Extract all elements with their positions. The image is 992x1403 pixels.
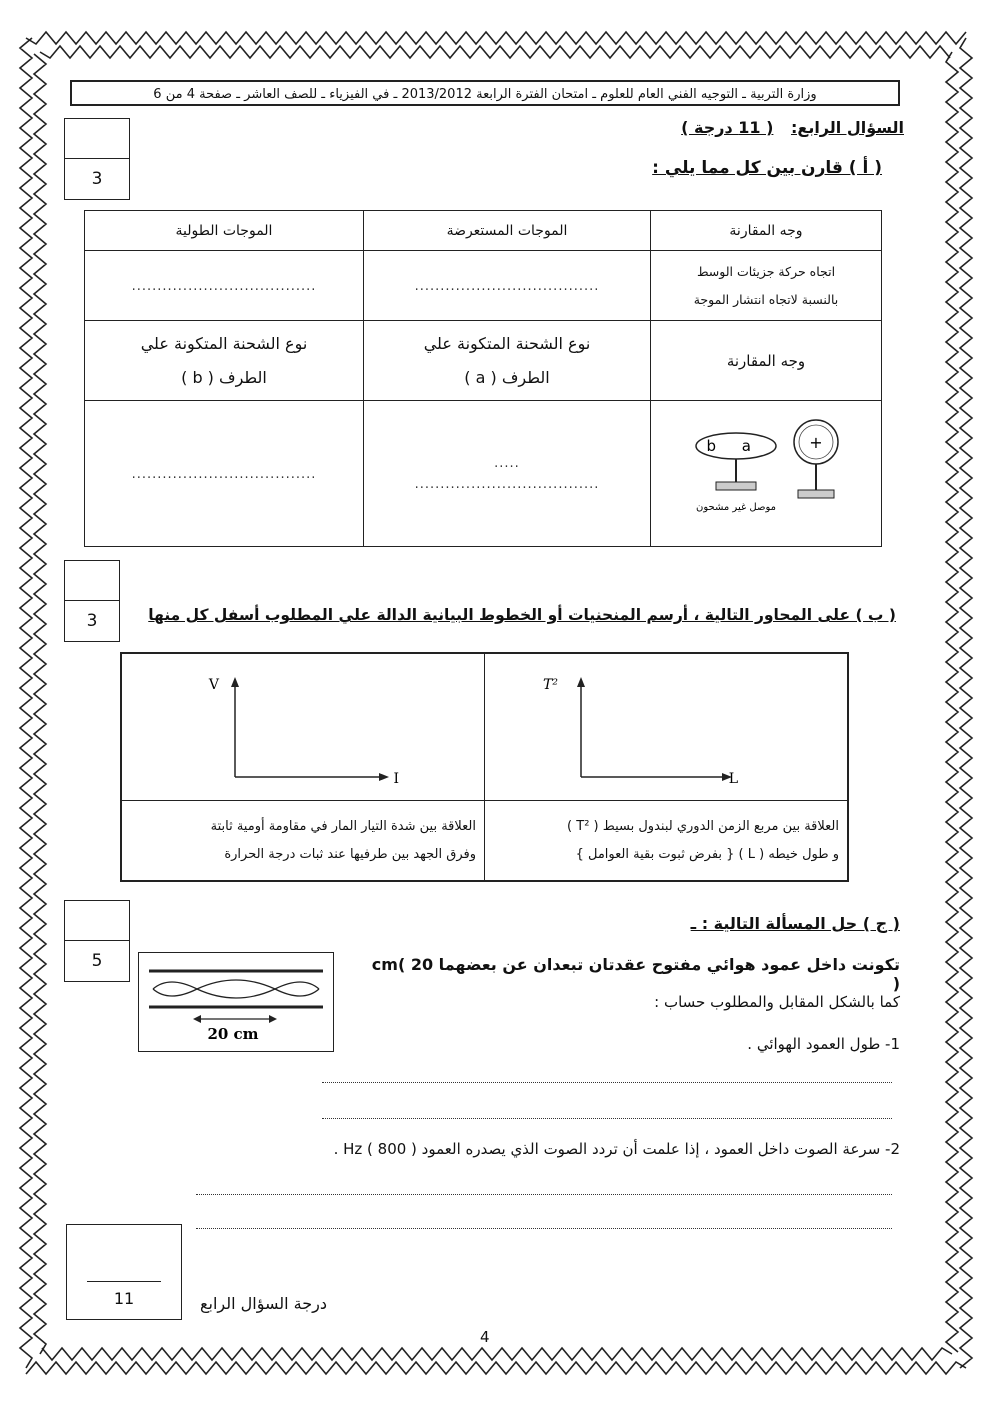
q2-answer-line-2[interactable] <box>196 1228 892 1229</box>
figure-caption: موصل غير مشحون <box>696 501 776 513</box>
col-header-aspect: وجه المقارنة <box>651 211 882 251</box>
terminal-b-label: b <box>706 436 716 455</box>
q1-answer-line-2[interactable] <box>322 1118 892 1119</box>
conductor-figure <box>666 412 866 532</box>
graph-V-vs-I[interactable] <box>123 655 483 795</box>
graph-right-description: العلاقة بين مربع الزمن الدوري لبندول بسيط ( T² ) و طول خيطه ( L ) { بفرض ثبوت بقية العوامل } <box>485 801 849 882</box>
question-heading <box>681 118 904 137</box>
graph-right-cell[interactable] <box>485 653 849 801</box>
part-c-title: ( ج ) حل المسألة التالية : ـ <box>690 914 900 933</box>
graph-left-y-label: V <box>208 677 219 693</box>
question-title: السؤال الرابع: <box>790 118 904 137</box>
row2-terminal-b: نوع الشحنة المتكونة علي الطرف ( b ) <box>85 321 364 401</box>
row1-longitudinal-answer[interactable]: .................................... <box>85 251 364 321</box>
total-score-box <box>66 1224 182 1320</box>
part-c-intro-line1: تكونت داخل عمود هوائي مفتوح عقدتان تبعدان عن بعضهما cm( 20 ) <box>371 955 900 993</box>
terminal-a-label: a <box>741 436 751 455</box>
row2-terminal-a: نوع الشحنة المتكونة علي الطرف ( a ) <box>364 321 651 401</box>
sphere-plus: + <box>809 432 823 452</box>
part-b-title: ( ب ) على المحاور التالية ، أرسم المنحنيات أو الخطوط البيانية الدالة علي المطلوب أسفل كل منها <box>148 606 896 624</box>
part-a-score: 3 <box>91 169 103 189</box>
col-header-longitudinal: الموجات الطولية <box>85 211 364 251</box>
part-c-score-box <box>64 900 130 982</box>
row1-aspect: اتجاه حركة جزيئات الوسط بالنسبة لاتجاه انتشار الموجة <box>651 251 882 321</box>
graph-left-description: العلاقة بين شدة التيار المار في مقاومة أومية ثابتة وفرق الجهد بين طرفيها عند ثبات درجة الحرارة <box>121 801 485 882</box>
part-c-score: 5 <box>91 951 103 971</box>
graph-left-cell[interactable] <box>121 653 485 801</box>
comparison-table <box>84 210 882 547</box>
col-header-transverse: الموجات المستعرضة <box>364 211 651 251</box>
part-a-title: ( أ ) قارن بين كل مما يلي : <box>652 158 882 178</box>
graph-left-x-label: I <box>393 771 399 787</box>
part-c-intro-line2: كما بالشكل المقابل والمطلوب حساب : <box>654 993 900 1011</box>
part-c-q1: 1- طول العمود الهوائي . <box>747 1035 900 1053</box>
graph-T2-vs-L[interactable] <box>486 655 846 795</box>
part-b-score-box <box>64 560 120 642</box>
graph-right-x-label: L <box>728 771 738 787</box>
row3-terminal-b-answer[interactable]: .................................... <box>85 401 364 547</box>
part-b-score: 3 <box>86 611 98 631</box>
graph-right-y-label: T² <box>543 677 558 693</box>
exam-header: وزارة التربية ـ التوجيه الفني العام للعلوم ـ امتحان الفترة الرابعة 2013/2012 ـ في الفيزياء ـ للصف العاشر ـ صفحة 4 من 6 <box>70 80 900 106</box>
question-marks: ( 11 درجة ) <box>681 118 774 137</box>
q2-answer-line-1[interactable] <box>196 1194 892 1195</box>
total-score-label: درجة السؤال الرابع <box>200 1294 327 1313</box>
total-score-value: 11 <box>113 1289 135 1308</box>
q1-answer-line-1[interactable] <box>322 1082 892 1083</box>
row1-transverse-answer[interactable]: .................................... <box>364 251 651 321</box>
graphs-table <box>120 652 849 882</box>
row3-terminal-a-answer[interactable]: ..... .................................... <box>364 401 651 547</box>
row2-aspect: وجه المقارنة <box>651 321 882 401</box>
part-a-score-box <box>64 118 130 200</box>
figure-distance-label: 20 cm <box>207 1025 259 1043</box>
part-c-q2: 2- سرعة الصوت داخل العمود ، إذا علمت أن تردد الصوت الذي يصدره العمود Hz ( 800 ) . <box>333 1140 900 1158</box>
conductor-figure-cell <box>651 401 882 547</box>
page-number: 4 <box>480 1328 490 1346</box>
air-column-figure <box>138 952 334 1052</box>
